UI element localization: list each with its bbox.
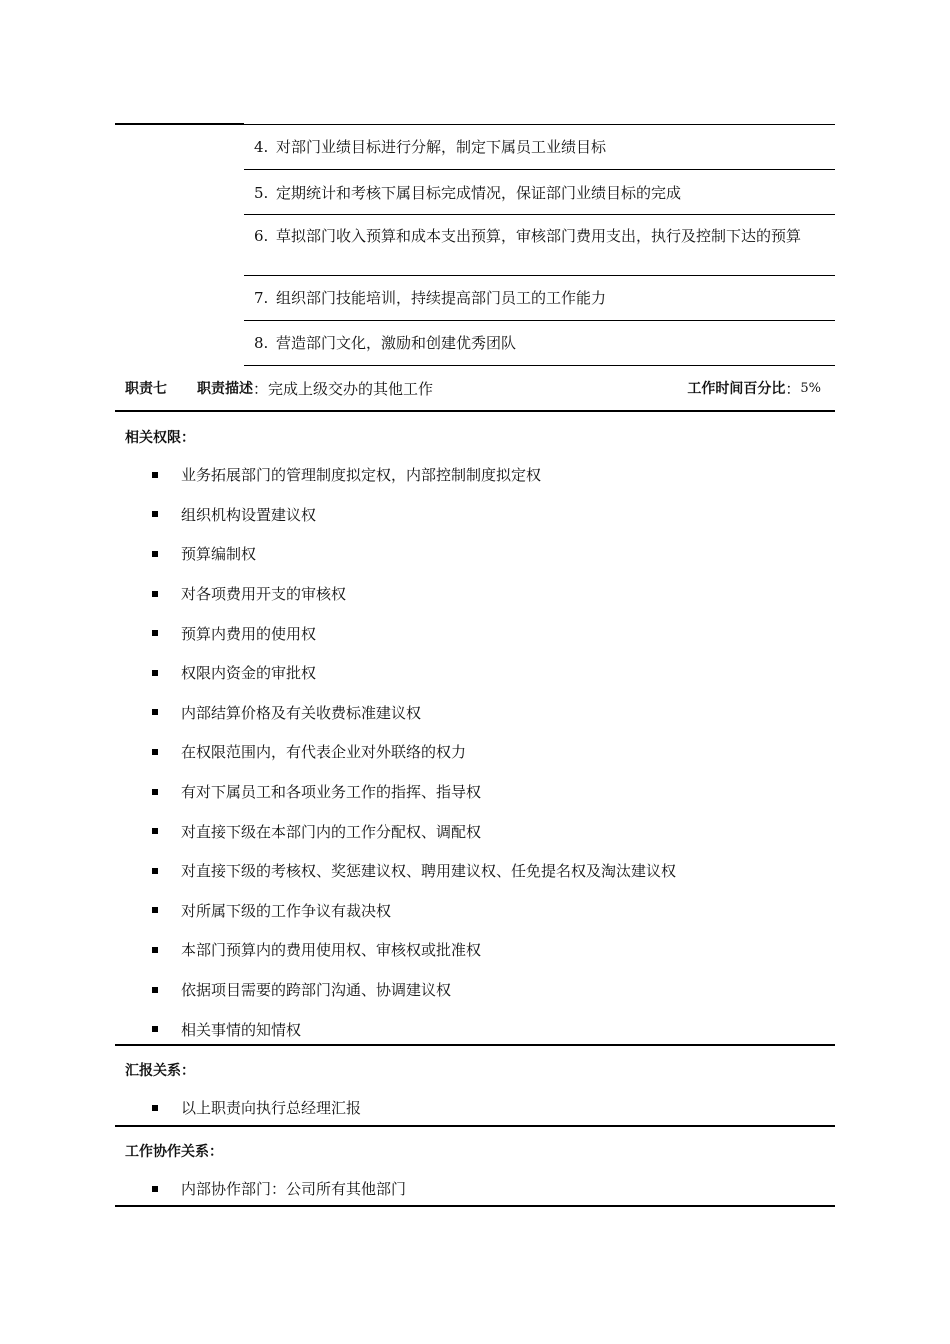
duty-time-colon: ：	[785, 379, 801, 398]
list-item-text: 本部门预算内的费用使用权、审核权或批准权	[181, 941, 482, 960]
list-item	[152, 534, 832, 574]
task-number: 5.	[254, 184, 269, 202]
list-item	[152, 613, 832, 653]
duty-time-label: 工作时间百分比	[687, 381, 786, 397]
list-item	[152, 1009, 832, 1049]
list-item-text: 对各项费用开支的审核权	[181, 585, 347, 604]
bullet-icon	[152, 749, 158, 755]
task-text: 草拟部门收入预算和成本支出预算，审核部门费用支出，执行及控制下达的预算	[276, 227, 802, 245]
bullet-icon	[152, 630, 158, 636]
list-item-text: 内部协作部门：公司所有其他部门	[181, 1180, 407, 1199]
list-item-text: 组织机构设置建议权	[181, 505, 317, 524]
list-item-text: 内部结算价格及有关收费标准建议权	[181, 703, 422, 722]
list-item	[152, 970, 832, 1010]
task-text: 组织部门技能培训，持续提高部门员工的工作能力	[276, 289, 607, 307]
bullet-icon	[152, 987, 158, 993]
list-item	[152, 693, 832, 733]
section-divider	[115, 1205, 835, 1207]
reporting-list	[152, 1088, 832, 1128]
bullet-icon	[152, 1186, 158, 1192]
list-item-text: 以上职责向执行总经理汇报	[181, 1099, 362, 1118]
task-row	[244, 215, 835, 276]
duty-desc-text: 完成上级交办的其他工作	[268, 379, 434, 398]
duty-time-group	[687, 378, 821, 399]
list-item	[152, 1169, 832, 1209]
task-row	[244, 125, 835, 170]
list-item	[152, 930, 832, 970]
list-item-text: 相关事情的知情权	[181, 1020, 302, 1039]
bullet-icon	[152, 1026, 158, 1032]
bullet-icon	[152, 511, 158, 517]
authority-list	[152, 455, 832, 1049]
list-item-text: 预算编制权	[181, 545, 257, 564]
list-item	[152, 811, 832, 851]
bullet-icon	[152, 551, 158, 557]
authority-heading: 相关权限：	[125, 430, 195, 446]
bullet-icon	[152, 1105, 158, 1111]
list-item-text: 在权限范围内，有代表企业对外联络的权力	[181, 743, 467, 762]
task-text: 营造部门文化，激励和创建优秀团队	[276, 334, 517, 352]
cooperation-heading: 工作协作关系：	[125, 1144, 223, 1160]
bullet-icon	[152, 591, 158, 597]
list-item-text: 对所属下级的工作争议有裁决权	[181, 901, 392, 920]
list-item	[152, 772, 832, 812]
list-item-text: 权限内资金的审批权	[181, 664, 317, 683]
task-number: 4.	[254, 138, 269, 156]
task-number: 6.	[254, 227, 269, 245]
bullet-icon	[152, 868, 158, 874]
list-item	[152, 653, 832, 693]
list-item	[152, 891, 832, 931]
list-item-text: 预算内费用的使用权	[181, 624, 317, 643]
list-item-text: 对直接下级的考核权、奖惩建议权、聘用建议权、任免提名权及淘汰建议权	[181, 862, 677, 881]
duty-task-list	[244, 125, 835, 366]
duty-id: 职责七	[125, 381, 167, 397]
list-item	[152, 495, 832, 535]
bullet-icon	[152, 907, 158, 913]
duty-time-value: 5%	[800, 380, 821, 396]
list-item-text: 依据项目需要的跨部门沟通、协调建议权	[181, 981, 452, 1000]
list-item	[152, 455, 832, 495]
list-item	[152, 1088, 832, 1128]
bullet-icon	[152, 670, 158, 676]
list-item-text: 业务拓展部门的管理制度拟定权，内部控制制度拟定权	[181, 466, 542, 485]
task-row	[244, 276, 835, 321]
duty-desc-colon: ：	[253, 379, 269, 398]
bullet-icon	[152, 828, 158, 834]
list-item	[152, 732, 832, 772]
bullet-icon	[152, 472, 158, 478]
table-top-rule-left	[115, 123, 244, 125]
cooperation-list	[152, 1169, 832, 1209]
task-number: 7.	[254, 289, 269, 307]
section-divider	[115, 1125, 835, 1127]
list-item	[152, 574, 832, 614]
task-number: 8.	[254, 334, 269, 352]
bullet-icon	[152, 789, 158, 795]
bullet-icon	[152, 709, 158, 715]
duty-seven-row	[115, 366, 835, 412]
list-item-text: 对直接下级在本部门内的工作分配权、调配权	[181, 822, 482, 841]
list-item-text: 有对下属员工和各项业务工作的指挥、指导权	[181, 783, 482, 802]
task-row	[244, 321, 835, 366]
duty-desc-label: 职责描述	[197, 381, 253, 397]
section-divider	[115, 1044, 835, 1046]
task-text: 对部门业绩目标进行分解，制定下属员工业绩目标	[276, 138, 607, 156]
bullet-icon	[152, 947, 158, 953]
task-row	[244, 170, 835, 215]
reporting-heading: 汇报关系：	[125, 1063, 195, 1079]
list-item	[152, 851, 832, 891]
task-text: 定期统计和考核下属目标完成情况，保证部门业绩目标的完成	[276, 184, 682, 202]
